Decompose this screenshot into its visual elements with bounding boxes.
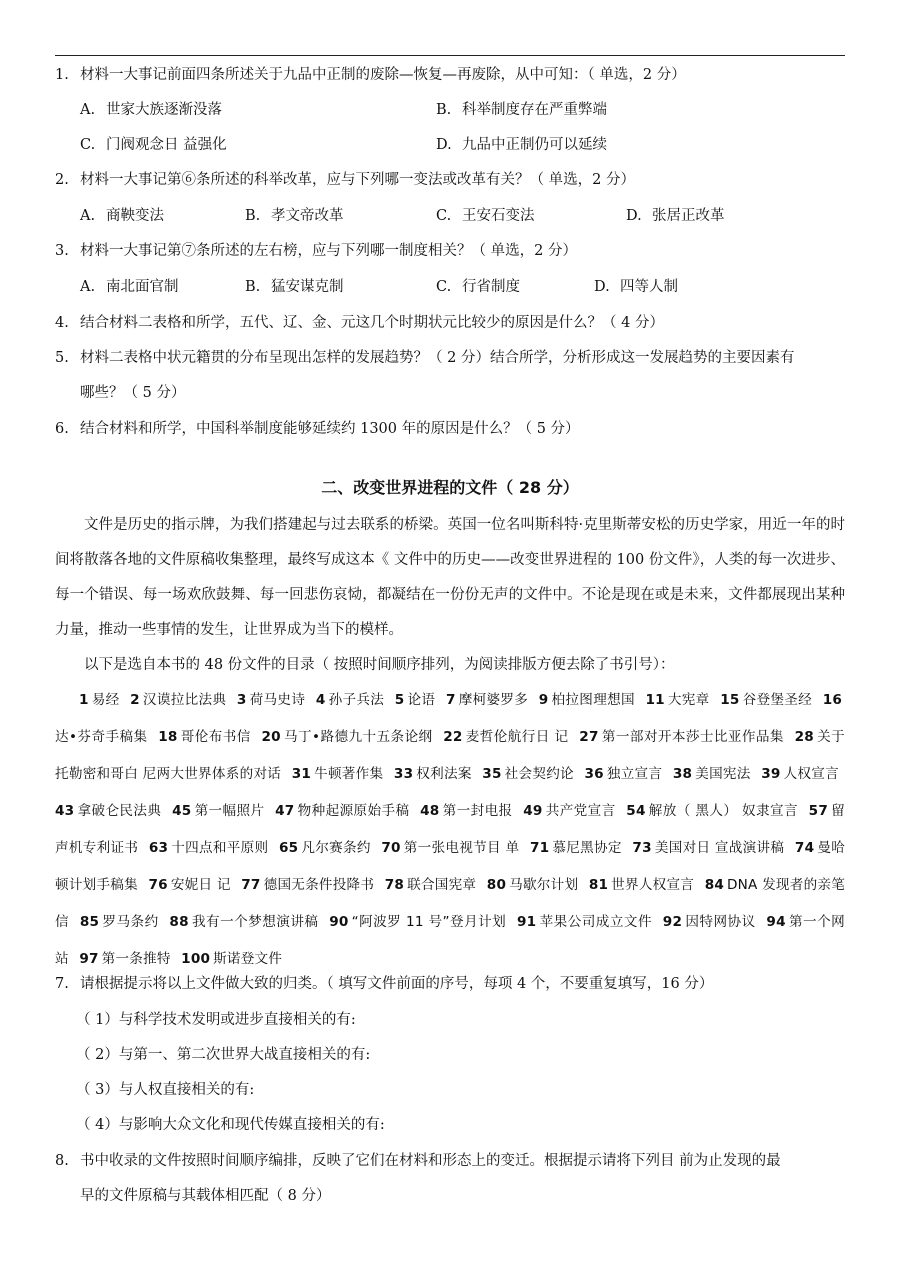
- document-number: 65: [279, 840, 299, 856]
- document-entry: [385, 877, 476, 893]
- question-1-options-row-1: [0, 92, 900, 128]
- document-number: 47: [275, 803, 295, 819]
- document-number: 18: [158, 729, 178, 745]
- document-title: 拿破仑民法典: [77, 803, 162, 819]
- document-title: 独立宣言: [606, 766, 663, 782]
- document-number: 84: [704, 877, 725, 893]
- question-text: 书中收录的文件按照时间顺序编排，反映了它们在材料和形态上的变迁。根据提示请将下列目 前为止发现的最: [80, 1153, 781, 1169]
- document-entry: [279, 840, 371, 856]
- document-number: 48: [420, 803, 440, 819]
- document-number: 49: [523, 803, 543, 819]
- document-title: 孙子兵法: [328, 692, 385, 708]
- document-title: 论语: [407, 692, 436, 708]
- document-list: [55, 682, 845, 978]
- document-entry: [241, 877, 374, 893]
- document-title: 汉谟拉比法典: [142, 692, 227, 708]
- document-entry: [181, 951, 282, 967]
- document-number: 70: [381, 840, 401, 856]
- q7-item-4: （ 4）与影响大众文化和现代传媒直接相关的有:: [76, 1117, 385, 1133]
- q7-item-2: （ 2）与第一、第二次世界大战直接相关的有:: [76, 1047, 371, 1063]
- question-text: 请根据提示将以上文件做大致的归类。（ 填写文件前面的序号，每项 4 个，不要重复填写，16 分）: [80, 976, 714, 992]
- question-number: 3.: [55, 243, 69, 259]
- document-title: 第一部对开本莎士比亚作品集: [601, 729, 784, 745]
- question-text: 早的文件原稿与其载体相匹配（ 8 分）: [80, 1188, 331, 1204]
- document-entry: [523, 803, 615, 819]
- document-number: 3: [236, 692, 247, 708]
- document-entry: [720, 692, 812, 708]
- document-title: 权利法案: [416, 766, 472, 782]
- document-title: 凡尔赛条约: [301, 840, 371, 856]
- document-entry: [395, 692, 436, 708]
- question-number: 1.: [55, 67, 69, 83]
- option-d: D. 张居正改革: [626, 208, 725, 224]
- document-title: 联合国宪章: [407, 877, 477, 893]
- document-title: 社会契约论: [504, 766, 574, 782]
- document-number: 76: [148, 877, 168, 893]
- document-entry: [79, 692, 120, 708]
- document-number: 91: [517, 914, 537, 930]
- option-d: D. 四等人制: [594, 279, 678, 295]
- question-number: 7.: [55, 976, 69, 992]
- document-number: 31: [291, 766, 312, 782]
- option-a: A. 商鞅变法: [80, 208, 164, 224]
- document-number: 1: [79, 692, 89, 708]
- option-a: A. 南北面官制: [80, 279, 179, 295]
- document-title: 第一封电报: [442, 803, 513, 819]
- document-number: 38: [672, 766, 693, 782]
- question-5-continued: [0, 375, 900, 411]
- document-number: 16: [822, 692, 843, 708]
- question-5: [0, 340, 900, 376]
- document-number: 45: [172, 803, 192, 819]
- document-title: 谷登堡圣经: [742, 692, 813, 708]
- q7-item-3: （ 3）与人权直接相关的有:: [76, 1082, 255, 1098]
- document-entry: [626, 803, 798, 819]
- section-intro-paragraph: 文件是历史的指示牌，为我们搭建起与过去联系的桥梁。英国一位名叫斯科特·克里斯蒂安松的历史学家，用近一年的时间将散落各地的文件原稿收集整理，最终写成这本《 文件中的历史——改变世界进程的 100 份文件》，人类的每一次进步、每一个错误、每一场欢欣鼓舞、每一回悲伤哀恸，都凝结在一份份无声的文件中。不论是现在或是未来，文件都展现出某种力量，推动一些事情的发生，让世界成为当下的模样。: [55, 517, 845, 638]
- document-number: 35: [482, 766, 502, 782]
- document-title: 关于托勒密和哥白 尼两大世界体系的对话: [55, 729, 845, 782]
- document-number: 39: [761, 766, 781, 782]
- question-text: 哪些？（ 5 分）: [80, 385, 186, 401]
- question-text: 材料一大事记第⑥条所述的科举改革，应与下列哪一变法或改革有关？（ 单选，2 分）: [80, 172, 635, 188]
- document-entry: [482, 766, 574, 782]
- question-3-options: [0, 269, 900, 305]
- document-entry: [673, 766, 751, 782]
- option-d: D. 九品中正制仍可以延续: [436, 137, 607, 153]
- question-1-options-row-2: [0, 127, 900, 163]
- question-6: [0, 411, 900, 447]
- document-entry: [645, 692, 709, 708]
- document-title: 柏拉图理想国: [551, 692, 635, 708]
- document-title: 曼哈顿计划手稿集: [55, 840, 845, 893]
- document-title: 第一幅照片: [194, 803, 265, 819]
- document-entry: [292, 766, 384, 782]
- document-number: 20: [261, 729, 281, 745]
- document-number: 92: [662, 914, 683, 930]
- document-entry: [262, 729, 433, 745]
- option-b: B. 科举制度存在严重弊端: [436, 102, 607, 118]
- document-title: 苹果公司成立文件: [539, 914, 653, 930]
- document-number: 85: [79, 914, 100, 930]
- document-title: DNA 发现者的亲笔信: [55, 877, 846, 930]
- document-title: 美国宪法: [695, 766, 751, 782]
- document-entry: [663, 914, 756, 930]
- document-entry: [329, 914, 506, 930]
- document-title: 美国对日 宣战演讲稿: [654, 840, 785, 856]
- document-title: 罗马条约: [102, 914, 159, 930]
- option-c: C. 王安石变法: [436, 208, 535, 224]
- document-title: 哥伦布书信: [180, 729, 251, 745]
- document-title: 慕尼黑协定: [552, 840, 622, 856]
- document-title: 解放（ 黑人） 奴隶宣言: [648, 803, 798, 819]
- document-entry: [237, 692, 305, 708]
- document-title: 留声机专利证书: [55, 803, 845, 856]
- option-b: B. 孝文帝改革: [245, 208, 344, 224]
- document-title: 荷马史诗: [249, 692, 306, 708]
- document-number: 90: [329, 914, 349, 930]
- document-title: 因特网协议: [685, 914, 756, 930]
- document-number: 33: [393, 766, 414, 782]
- document-number: 22: [443, 729, 463, 745]
- document-list-intro: 以下是选自本书的 48 份文件的目录（ 按照时间顺序排列，为阅读排版方便去除了书引号）：: [84, 657, 675, 673]
- question-1: [0, 57, 900, 93]
- document-entry: [169, 914, 318, 930]
- question-number: 2.: [55, 172, 69, 188]
- question-text: 结合材料和所学，中国科举制度能够延续约 1300 年的原因是什么？（ 5 分）: [80, 421, 580, 437]
- question-text: 材料一大事记第⑦条所述的左右榜，应与下列哪一制度相关？（ 单选，2 分）: [80, 243, 577, 259]
- document-title: 安妮日 记: [170, 877, 231, 893]
- document-entry: [79, 951, 170, 967]
- document-number: 100: [181, 951, 211, 967]
- question-8-continued: [0, 1178, 900, 1214]
- q7-item-1: （ 1）与科学技术发明或进步直接相关的有:: [76, 1012, 356, 1028]
- question-8: [0, 1143, 900, 1179]
- document-number: 57: [808, 803, 828, 819]
- document-title: “阿波罗 11 号”登月计划: [351, 914, 507, 930]
- document-number: 54: [626, 803, 646, 819]
- document-title: 十四点和平原则: [171, 840, 269, 856]
- document-number: 80: [486, 877, 507, 893]
- document-title: 我有一个梦想演讲稿: [191, 914, 319, 930]
- document-title: 第一个网站: [55, 914, 845, 967]
- question-text: 材料二表格中状元籍贯的分布呈现出怎样的发展趋势？（ 2 分）结合所学，分析形成这一发展趋势的主要因素有: [80, 350, 795, 366]
- question-number: 5.: [55, 350, 69, 366]
- document-entry: [539, 692, 635, 708]
- document-title: 牛顿著作集: [314, 766, 384, 782]
- question-text: 材料一大事记前面四条所述关于九品中正制的废除—恢复—再废除，从中可知：（ 单选，2 分）: [80, 67, 686, 83]
- document-number: 73: [632, 840, 652, 856]
- document-entry: [316, 692, 384, 708]
- question-7: [0, 966, 900, 1002]
- document-number: 9: [538, 692, 549, 708]
- option-a: A. 世家大族逐渐没落: [80, 102, 222, 118]
- document-title: 人权宣言: [783, 766, 839, 782]
- document-entry: [443, 729, 568, 745]
- question-3: [0, 233, 900, 269]
- document-number: 11: [645, 692, 665, 708]
- question-number: 4.: [55, 315, 69, 331]
- document-entry: [584, 766, 662, 782]
- document-title: 摩柯婆罗多: [458, 692, 529, 708]
- option-b: B. 猛安谋克制: [245, 279, 344, 295]
- document-title: 马歇尔计划: [509, 877, 579, 893]
- question-text: 结合材料二表格和所学，五代、辽、金、元这几个时期状元比较少的原因是什么？（ 4 分）: [80, 315, 664, 331]
- document-entry: [275, 803, 409, 819]
- document-number: 94: [766, 914, 786, 930]
- document-number: 7: [445, 692, 456, 708]
- document-title: 世界人权宣言: [611, 877, 695, 893]
- document-entry: [446, 692, 528, 708]
- document-entry: [172, 803, 264, 819]
- document-entry: [589, 877, 694, 893]
- document-number: 4: [315, 692, 326, 708]
- document-entry: [530, 840, 622, 856]
- question-number: 6.: [55, 421, 69, 437]
- option-c: C. 行省制度: [436, 279, 520, 295]
- document-number: 88: [169, 914, 189, 930]
- document-number: 43: [55, 803, 75, 819]
- question-2-options: [0, 198, 900, 234]
- document-entry: [487, 877, 578, 893]
- header-rule: [55, 55, 845, 56]
- document-title: 德国无条件投降书: [263, 877, 375, 893]
- document-number: 81: [588, 877, 609, 893]
- document-entry: [761, 766, 839, 782]
- document-title: 达•芬奇手稿集: [55, 729, 148, 745]
- document-title: 物种起源原始手稿: [297, 803, 410, 819]
- question-2: [0, 162, 900, 198]
- document-entry: [394, 766, 472, 782]
- document-number: 2: [130, 692, 140, 708]
- document-number: 5: [394, 692, 405, 708]
- document-number: 97: [79, 951, 99, 967]
- document-entry: [517, 914, 652, 930]
- document-entry: [130, 692, 226, 708]
- section-title: 二、改变世界进程的文件（ 28 分）: [321, 478, 579, 497]
- document-title: 马丁•路德九十五条论纲: [283, 729, 433, 745]
- document-number: 71: [530, 840, 550, 856]
- document-entry: [158, 729, 251, 745]
- document-entry: [420, 803, 512, 819]
- document-number: 27: [579, 729, 599, 745]
- document-title: 第一条推特: [101, 951, 171, 967]
- document-title: 麦哲伦航行日 记: [465, 729, 569, 745]
- document-number: 77: [241, 877, 261, 893]
- document-entry: [55, 803, 161, 819]
- document-number: 36: [584, 766, 604, 782]
- document-number: 74: [794, 840, 815, 856]
- document-entry: [632, 840, 784, 856]
- question-4: [0, 305, 900, 341]
- document-entry: [149, 840, 269, 856]
- document-entry: [381, 840, 519, 856]
- document-title: 斯诺登文件: [213, 951, 283, 967]
- document-number: 78: [384, 877, 405, 893]
- question-number: 8.: [55, 1153, 69, 1169]
- document-title: 易经: [91, 692, 120, 708]
- document-number: 28: [794, 729, 814, 745]
- document-title: 大宪章: [667, 692, 710, 708]
- document-number: 15: [720, 692, 740, 708]
- document-title: 共产党宣言: [545, 803, 616, 819]
- option-c: C. 门阀观念日 益强化: [80, 137, 227, 153]
- document-entry: [579, 729, 784, 745]
- document-entry: [80, 914, 159, 930]
- document-entry: [149, 877, 231, 893]
- document-title: 第一张电视节目 单: [403, 840, 520, 856]
- document-number: 63: [148, 840, 169, 856]
